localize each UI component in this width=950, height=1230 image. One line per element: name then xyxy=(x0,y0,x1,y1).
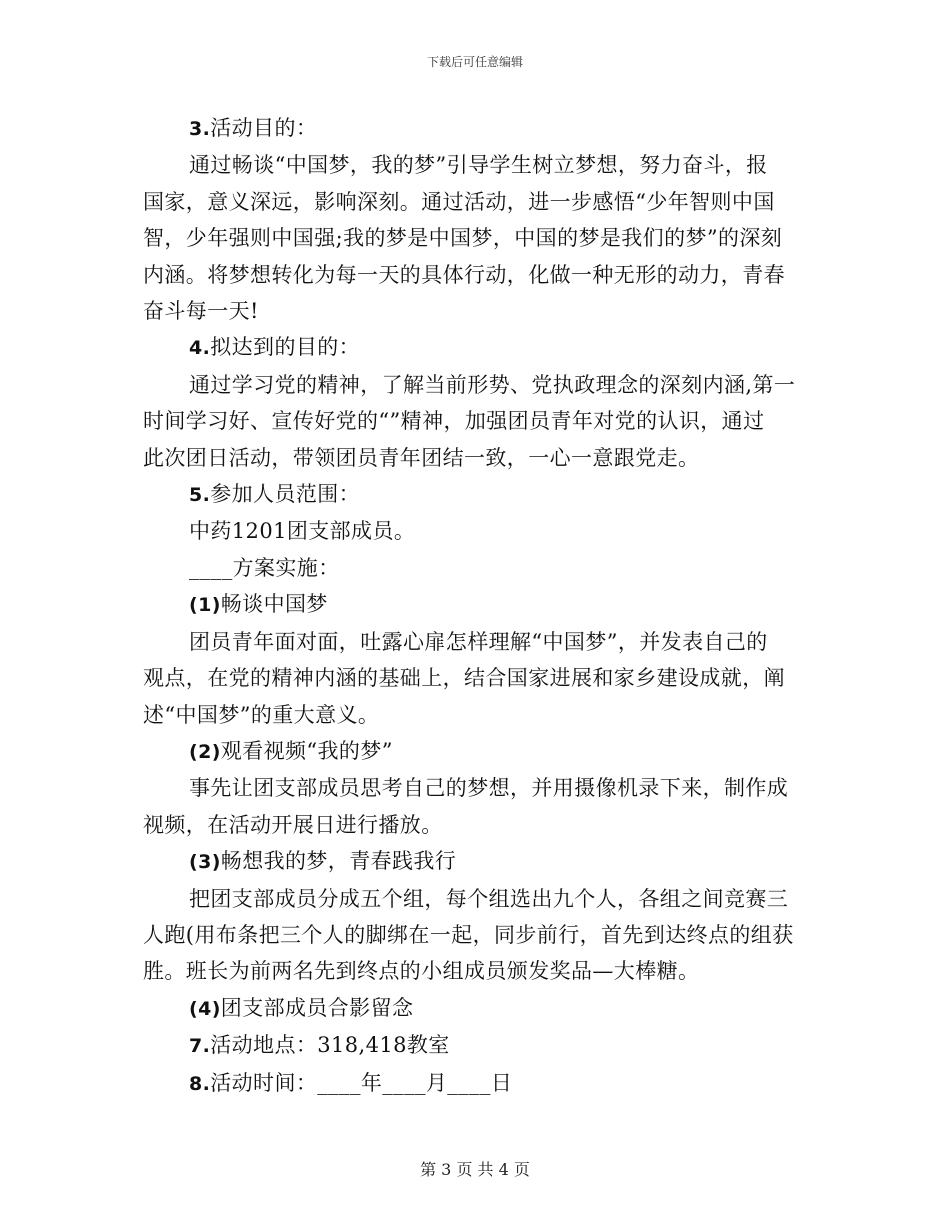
paragraph-line: 智，少年强则中国强;我的梦是中国梦，中国的梦是我们的梦”的深刻 xyxy=(143,226,783,251)
section-title: 活动地点：318,418教室 xyxy=(210,1033,450,1058)
paragraph-line: 人跑(用布条把三个人的脚绑在一起，同步前行，首先到达终点的组获 xyxy=(143,922,794,947)
month-blank: ____ xyxy=(382,1070,426,1095)
paragraph-line: 通过畅谈“中国梦，我的梦”引导学生树立梦想，努力奋斗，报 xyxy=(189,153,768,178)
item-title: 畅想我的梦，青春践我行 xyxy=(220,849,457,874)
section-8-heading xyxy=(143,1065,808,1102)
paragraph-line: 内涵。将梦想转化为每一天的具体行动，化做一种无形的动力，青春 xyxy=(143,262,785,287)
paragraph-line: 奋斗每一天! xyxy=(143,299,259,324)
paragraph-line: 胜。班长为前两名先到终点的小组成员颁发奖品—大棒糖。 xyxy=(143,959,700,984)
item-4-heading xyxy=(143,990,808,1027)
paragraph-line: 团员青年面对面，吐露心扉怎样理解“中国梦”，并发表自己的 xyxy=(189,629,768,654)
paragraph-line: 述“中国梦”的重大意义。 xyxy=(143,702,380,727)
year-label: 年 xyxy=(360,1070,383,1095)
item-title: 畅谈中国梦 xyxy=(220,592,328,617)
page-header: 下载后可任意编辑 xyxy=(426,55,523,69)
item-number: (4) xyxy=(189,997,221,1020)
paragraph-line: 时间学习好、宣传好党的“”精神，加强团员青年对党的认识，通过 xyxy=(143,409,765,434)
section-number: 7. xyxy=(189,1035,211,1058)
item-1-heading xyxy=(143,586,808,623)
item-title: 团支部成员合影留念 xyxy=(220,995,414,1020)
section-5-heading xyxy=(143,476,808,513)
item-title: 观看视频“我的梦” xyxy=(220,738,393,763)
section-title: 活动时间： xyxy=(210,1070,318,1095)
paragraph-line: 国家，意义深远，影响深刻。通过活动，进一步感悟“少年智则中国 xyxy=(143,189,775,214)
section-title: 参加人员范围： xyxy=(210,482,361,507)
paragraph-line: 通过学习党的精神，了解当前形势、党执政理念的深刻内涵,第一 xyxy=(189,372,796,397)
section-number: 3. xyxy=(189,118,211,140)
item-number: (1) xyxy=(189,594,221,617)
section-3-heading xyxy=(143,110,808,147)
section-7-heading xyxy=(143,1027,808,1064)
section-title: 活动目的： xyxy=(210,116,318,140)
item-2-heading xyxy=(143,733,808,770)
paragraph-line: 把团支部成员分成五个组，每个组选出九个人，各组之间竞赛三 xyxy=(189,886,789,911)
section-number: 8. xyxy=(189,1072,211,1095)
item-number: (2) xyxy=(189,740,221,763)
section-title: 拟达到的目的： xyxy=(210,335,361,360)
month-label: 月 xyxy=(425,1070,448,1095)
section-number: 4. xyxy=(189,337,211,360)
section-6-heading: ____方案实施： xyxy=(189,555,340,580)
paragraph-line: 视频，在活动开展日进行播放。 xyxy=(143,812,443,837)
paragraph-line: 此次团日活动，带领团员青年团结一致，一心一意跟党走。 xyxy=(143,445,700,470)
paragraph-line: 观点，在党的精神内涵的基础上，结合国家进展和家乡建设成就，阐 xyxy=(143,666,785,691)
section-4-heading xyxy=(143,329,808,366)
page-footer: 第 3 页 共 4 页 xyxy=(420,1160,530,1179)
paragraph-line: 事先让团支部成员思考自己的梦想，并用摄像机录下来，制作成 xyxy=(189,776,789,801)
item-number: (3) xyxy=(189,851,221,874)
day-label: 日 xyxy=(490,1070,513,1095)
document-body xyxy=(143,110,808,1102)
section-number: 5. xyxy=(189,484,211,507)
paragraph-line: 中药1201团支部成员。 xyxy=(189,519,416,544)
item-3-heading xyxy=(143,843,808,880)
year-blank: ____ xyxy=(317,1070,361,1095)
day-blank: ____ xyxy=(447,1070,491,1095)
